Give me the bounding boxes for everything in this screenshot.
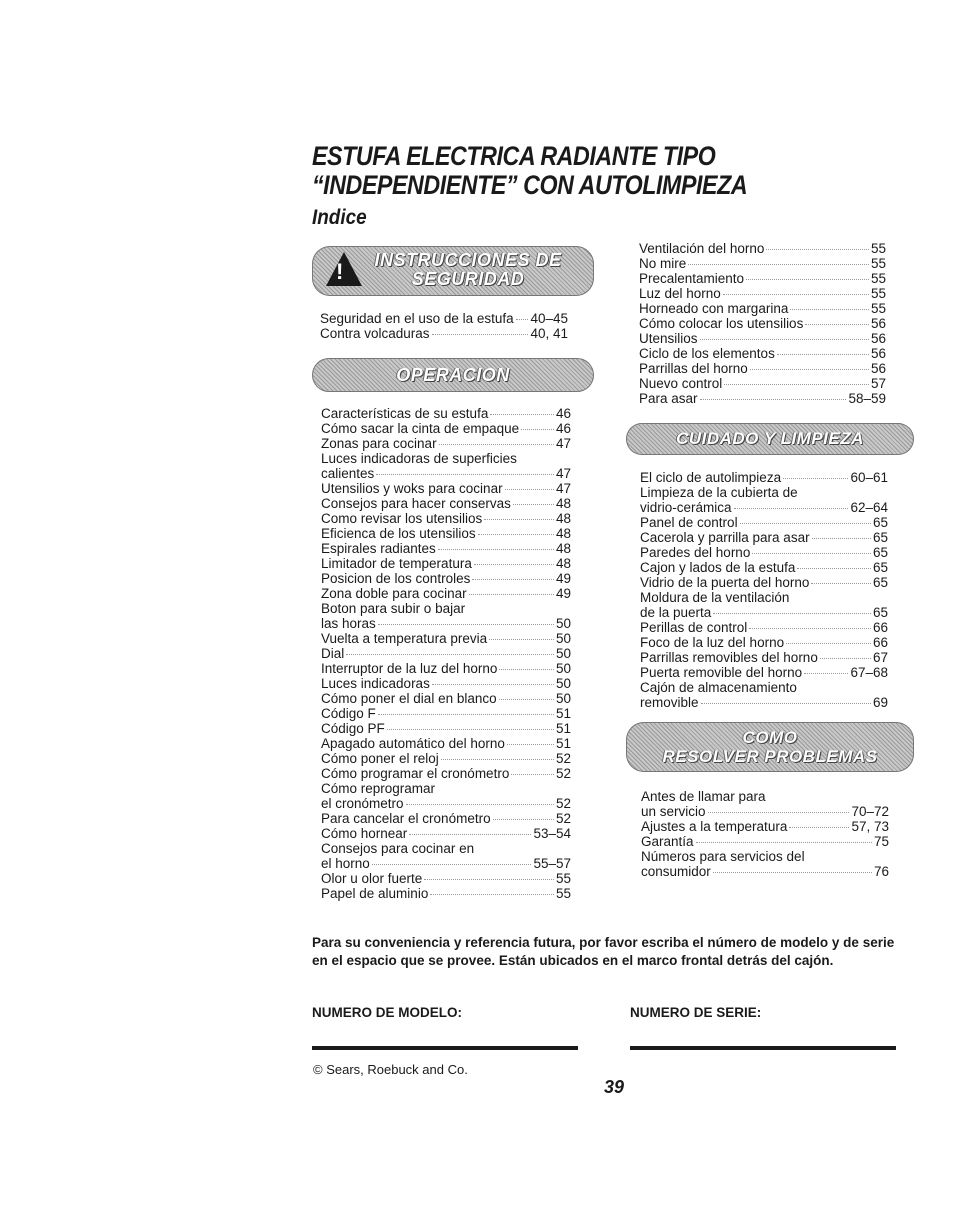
banner-operacion-label: OPERACION: [396, 365, 510, 385]
toc-entry-label: Espirales radiantes: [321, 541, 436, 556]
toc-entry: [321, 556, 571, 571]
toc-entry: [640, 620, 888, 635]
toc-entry-label: No mire: [639, 256, 687, 271]
toc-leader-dots: [441, 759, 554, 760]
list-problemas: [641, 789, 889, 879]
toc-entry-label: Papel de aluminio: [321, 886, 429, 901]
toc-entry-page: 52: [555, 796, 571, 811]
toc-entry-label: Utensilios: [639, 331, 698, 346]
toc-leader-dots: [511, 774, 554, 775]
info-note: Para su conveniencia y referencia futura, por favor escriba el número de modelo y de serie en el espacio que se provee. Están ubicados en el marco frontal detrás del cajón.: [312, 935, 895, 968]
toc-entry-page: 52: [555, 751, 571, 766]
toc-entry-label: Luces indicadoras: [321, 676, 430, 691]
toc-entry: [639, 376, 886, 391]
toc-leader-dots: [378, 624, 554, 625]
toc-entry-page: 69: [872, 695, 888, 710]
toc-entry-label: Cómo poner el dial en blanco: [321, 691, 497, 706]
toc-entry: [321, 676, 571, 691]
toc-entry-label: Limpieza de la cubierta de: [640, 485, 798, 500]
toc-entry-label: Zonas para cocinar: [321, 436, 437, 451]
banner-seguridad: [312, 246, 594, 296]
toc-leader-dots: [688, 264, 869, 265]
toc-entry: [641, 864, 889, 879]
toc-entry: [321, 766, 571, 781]
toc-entry-label: Seguridad en el uso de la estufa: [320, 311, 514, 326]
toc-leader-dots: [406, 804, 554, 805]
toc-entry-label: Nuevo control: [639, 376, 723, 391]
toc-entry-label: Olor u olor fuerte: [321, 871, 423, 886]
toc-entry-label: Panel de control: [640, 515, 738, 530]
toc-entry-page: 65: [872, 560, 888, 575]
toc-entry-page: 48: [555, 526, 571, 541]
toc-entry-label: Contra volcaduras: [320, 326, 430, 341]
toc-entry-label: Luces indicadoras de superficies: [321, 451, 517, 466]
toc-leader-dots: [499, 699, 554, 700]
toc-leader-dots: [493, 819, 554, 820]
toc-entry-page: 60–61: [850, 470, 888, 485]
toc-leader-dots: [469, 594, 554, 595]
toc-entry: [639, 346, 886, 361]
toc-entry-label: Cajón de almacenamiento: [640, 680, 797, 695]
toc-entry-page: 55: [870, 271, 886, 286]
toc-leader-dots: [734, 508, 849, 509]
toc-entry: [640, 605, 888, 620]
toc-entry: [639, 271, 886, 286]
toc-entry-page: 50: [555, 616, 571, 631]
toc-entry-label: Cajon y lados de la estufa: [640, 560, 796, 575]
toc-entry: [640, 590, 888, 605]
toc-leader-dots: [490, 414, 554, 415]
toc-entry-label: Ciclo de los elementos: [639, 346, 775, 361]
toc-entry-label: Cómo hornear: [321, 826, 408, 841]
toc-entry: [320, 326, 568, 341]
toc-entry-page: 52: [555, 811, 571, 826]
toc-entry-label: de la puerta: [640, 605, 712, 620]
toc-leader-dots: [507, 744, 554, 745]
toc-entry: [640, 530, 888, 545]
banner-cuidado: [626, 423, 914, 455]
toc-entry-page: 65: [872, 515, 888, 530]
toc-leader-dots: [713, 872, 872, 873]
toc-leader-dots: [430, 894, 554, 895]
toc-leader-dots: [783, 478, 848, 479]
toc-leader-dots: [724, 384, 869, 385]
toc-leader-dots: [746, 279, 869, 280]
toc-entry-page: 55: [870, 286, 886, 301]
toc-entry-page: 62–64: [850, 500, 888, 515]
toc-entry-page: 51: [555, 736, 571, 751]
list-seguridad: [320, 311, 568, 341]
toc-entry-label: Garantía: [641, 834, 694, 849]
toc-leader-dots: [811, 583, 871, 584]
toc-leader-dots: [789, 827, 849, 828]
toc-entry: [641, 819, 889, 834]
toc-leader-dots: [432, 684, 554, 685]
toc-entry: [640, 470, 888, 485]
warning-icon: [326, 252, 362, 286]
toc-leader-dots: [740, 523, 871, 524]
toc-entry-page: 66: [872, 620, 888, 635]
banner-cuidado-label: CUIDADO Y LIMPIEZA: [676, 429, 864, 448]
toc-entry-label: Para cancelar el cronómetro: [321, 811, 491, 826]
toc-entry-page: 65: [872, 575, 888, 590]
toc-entry-page: 48: [555, 496, 571, 511]
toc-entry-label: Código PF: [321, 721, 385, 736]
toc-entry-label: el horno: [321, 856, 370, 871]
toc-entry-label: Código F: [321, 706, 376, 721]
toc-leader-dots: [766, 249, 869, 250]
toc-entry-label: Foco de la luz del horno: [640, 635, 785, 650]
toc-entry: [640, 515, 888, 530]
toc-entry: [639, 241, 886, 256]
toc-entry-label: Cacerola y parrilla para asar: [640, 530, 810, 545]
toc-leader-dots: [700, 399, 847, 400]
list-cuidado: [640, 470, 888, 710]
model-number-line: [312, 1046, 578, 1050]
toc-entry: [321, 871, 571, 886]
toc-entry-page: 66: [872, 635, 888, 650]
toc-entry-page: 50: [555, 646, 571, 661]
toc-entry-page: 46: [555, 406, 571, 421]
toc-leader-dots: [805, 324, 869, 325]
toc-entry-page: 55: [870, 301, 886, 316]
toc-entry: [321, 571, 571, 586]
toc-entry-page: 47: [555, 436, 571, 451]
toc-leader-dots: [372, 864, 532, 865]
toc-entry-label: Vidrio de la puerta del horno: [640, 575, 810, 590]
toc-entry-page: 51: [555, 721, 571, 736]
toc-leader-dots: [700, 339, 869, 340]
toc-leader-dots: [797, 568, 871, 569]
toc-entry: [321, 661, 571, 676]
toc-entry-page: 47: [555, 481, 571, 496]
toc-entry: [321, 436, 571, 451]
toc-entry-page: 51: [555, 706, 571, 721]
toc-entry-page: 49: [555, 571, 571, 586]
toc-leader-dots: [346, 654, 554, 655]
toc-entry: [321, 826, 571, 841]
toc-entry: [321, 631, 571, 646]
toc-entry: [640, 650, 888, 665]
toc-entry-page: 40–45: [530, 311, 568, 326]
toc-entry: [640, 485, 888, 500]
toc-entry: [321, 721, 571, 736]
toc-entry-label: las horas: [321, 616, 376, 631]
toc-leader-dots: [752, 553, 871, 554]
toc-entry-page: 50: [555, 631, 571, 646]
toc-leader-dots: [777, 354, 869, 355]
title-line-2: “INDEPENDIENTE” CON AUTOLIMPIEZA: [312, 170, 748, 200]
toc-entry-label: Ventilación del horno: [639, 241, 765, 256]
warning-exclamation: !: [336, 259, 344, 284]
toc-entry: [321, 541, 571, 556]
toc-entry: [321, 421, 571, 436]
toc-entry: [641, 789, 889, 804]
toc-leader-dots: [723, 294, 869, 295]
toc-entry-label: consumidor: [641, 864, 711, 879]
toc-entry-label: Parrillas del horno: [639, 361, 748, 376]
toc-entry: [321, 841, 571, 856]
toc-entry: [640, 665, 888, 680]
toc-entry: [639, 391, 886, 406]
toc-entry-page: 50: [555, 691, 571, 706]
toc-entry: [641, 834, 889, 849]
toc-entry: [321, 406, 571, 421]
toc-entry-label: Utensilios y woks para cocinar: [321, 481, 503, 496]
toc-entry-label: Parrillas removibles del horno: [640, 650, 818, 665]
toc-entry-label: Cómo reprogramar: [321, 781, 436, 796]
toc-entry-page: 67: [872, 650, 888, 665]
banner-problemas-line2: RESOLVER PROBLEMAS: [662, 747, 878, 766]
toc-leader-dots: [474, 564, 554, 565]
toc-entry-label: Cómo sacar la cinta de empaque: [321, 421, 520, 436]
toc-entry-label: Precalentamiento: [639, 271, 745, 286]
toc-entry: [321, 706, 571, 721]
toc-entry: [321, 751, 571, 766]
toc-entry-label: Boton para subir o bajar: [321, 601, 466, 616]
toc-entry-page: 65: [872, 605, 888, 620]
toc-leader-dots: [713, 613, 871, 614]
toc-entry: [321, 736, 571, 751]
toc-entry-label: Interruptor de la luz del horno: [321, 661, 498, 676]
toc-entry-page: 55: [870, 256, 886, 271]
document-title: [312, 142, 747, 200]
toc-entry-label: Paredes del horno: [640, 545, 751, 560]
toc-entry: [321, 601, 571, 616]
toc-entry: [641, 804, 889, 819]
toc-entry: [321, 781, 571, 796]
toc-entry: [321, 691, 571, 706]
toc-leader-dots: [387, 729, 554, 730]
serial-number-label: NUMERO DE SERIE:: [630, 1005, 762, 1020]
toc-entry-label: Números para servicios del: [641, 849, 805, 864]
toc-entry-label: Perillas de control: [640, 620, 748, 635]
toc-entry-page: 57, 73: [851, 819, 889, 834]
toc-entry: [321, 466, 571, 481]
index-heading: Indice: [312, 206, 367, 229]
toc-entry-page: 75: [873, 834, 889, 849]
banner-seguridad-line2: SEGURIDAD: [411, 269, 525, 289]
toc-entry-page: 65: [872, 545, 888, 560]
toc-entry-page: 48: [555, 541, 571, 556]
toc-entry-label: Cómo programar el cronómetro: [321, 766, 510, 781]
toc-entry-label: Ajustes a la temperatura: [641, 819, 788, 834]
toc-entry: [321, 811, 571, 826]
toc-leader-dots: [749, 628, 871, 629]
toc-entry-label: Dial: [321, 646, 345, 661]
toc-entry-label: Para asar: [639, 391, 698, 406]
toc-leader-dots: [786, 643, 871, 644]
toc-entry-page: 55: [555, 871, 571, 886]
banner-seguridad-line1: INSTRUCCIONES DE: [374, 250, 562, 270]
toc-entry-label: Cómo colocar los utensilios: [639, 316, 804, 331]
toc-entry: [321, 616, 571, 631]
toc-leader-dots: [708, 812, 850, 813]
toc-entry-label: Antes de llamar para: [641, 789, 766, 804]
toc-entry-label: Consejos para hacer conservas: [321, 496, 511, 511]
toc-leader-dots: [820, 658, 871, 659]
serial-number-line: [630, 1046, 896, 1050]
toc-entry-label: Horneado con margarina: [639, 301, 789, 316]
list-operacion: [321, 406, 571, 901]
toc-leader-dots: [521, 429, 554, 430]
toc-entry-page: 57: [870, 376, 886, 391]
toc-leader-dots: [505, 489, 554, 490]
toc-leader-dots: [472, 579, 554, 580]
toc-entry: [640, 680, 888, 695]
model-number-label: NUMERO DE MODELO:: [312, 1005, 462, 1020]
toc-leader-dots: [812, 538, 871, 539]
toc-leader-dots: [516, 319, 529, 320]
toc-entry: [640, 560, 888, 575]
toc-entry-page: 48: [555, 511, 571, 526]
toc-entry: [639, 361, 886, 376]
copyright: © Sears, Roebuck and Co.: [313, 1062, 468, 1077]
toc-leader-dots: [804, 673, 848, 674]
toc-entry-page: 70–72: [851, 804, 889, 819]
toc-entry-label: Posicion de los controles: [321, 571, 471, 586]
toc-entry-page: 56: [870, 346, 886, 361]
toc-entry-label: el cronómetro: [321, 796, 404, 811]
toc-leader-dots: [499, 669, 554, 670]
toc-entry-label: Características de su estufa: [321, 406, 489, 421]
toc-entry-page: 50: [555, 661, 571, 676]
toc-leader-dots: [484, 519, 554, 520]
toc-entry-page: 58–59: [848, 391, 886, 406]
title-line-1: ESTUFA ELECTRICA RADIANTE TIPO: [312, 141, 716, 171]
toc-leader-dots: [424, 879, 554, 880]
toc-entry-page: 76: [873, 864, 889, 879]
toc-entry: [639, 256, 886, 271]
toc-entry: [639, 331, 886, 346]
toc-leader-dots: [439, 444, 554, 445]
banner-operacion: [312, 358, 594, 392]
toc-leader-dots: [478, 534, 554, 535]
toc-entry-label: Luz del horno: [639, 286, 721, 301]
toc-entry-label: El ciclo de autolimpieza: [640, 470, 782, 485]
toc-entry-page: 40, 41: [530, 326, 568, 341]
page-number: 39: [604, 1077, 625, 1097]
toc-entry: [640, 695, 888, 710]
toc-entry-label: Zona doble para cocinar: [321, 586, 467, 601]
toc-entry: [640, 500, 888, 515]
list-operacion-cont: [639, 241, 886, 406]
toc-entry-label: Apagado automático del horno: [321, 736, 505, 751]
toc-leader-dots: [432, 334, 529, 335]
toc-entry-page: 56: [870, 361, 886, 376]
toc-entry: [639, 316, 886, 331]
toc-entry-label: Vuelta a temperatura previa: [321, 631, 488, 646]
toc-leader-dots: [378, 714, 554, 715]
toc-entry-page: 55–57: [533, 856, 571, 871]
toc-entry: [639, 301, 886, 316]
toc-entry-page: 53–54: [533, 826, 571, 841]
toc-leader-dots: [376, 474, 554, 475]
toc-entry-label: calientes: [321, 466, 375, 481]
toc-entry-label: removible: [640, 695, 699, 710]
banner-problemas: [626, 722, 914, 772]
toc-entry-label: Cómo poner el reloj: [321, 751, 439, 766]
toc-entry: [641, 849, 889, 864]
toc-leader-dots: [701, 703, 871, 704]
toc-entry-label: Como revisar los utensilios: [321, 511, 483, 526]
toc-entry: [321, 496, 571, 511]
toc-entry-page: 56: [870, 331, 886, 346]
toc-entry-label: un servicio: [641, 804, 706, 819]
toc-entry-page: 49: [555, 586, 571, 601]
toc-entry: [321, 856, 571, 871]
toc-entry-page: 50: [555, 676, 571, 691]
toc-entry: [321, 526, 571, 541]
toc-entry-label: Limitador de temperatura: [321, 556, 472, 571]
toc-entry: [640, 545, 888, 560]
toc-entry-page: 52: [555, 766, 571, 781]
toc-entry-page: 56: [870, 316, 886, 331]
toc-leader-dots: [409, 834, 531, 835]
toc-entry-page: 48: [555, 556, 571, 571]
toc-entry-page: 65: [872, 530, 888, 545]
toc-entry-label: Eficienca de los utensilios: [321, 526, 476, 541]
toc-leader-dots: [750, 369, 869, 370]
toc-entry-page: 47: [555, 466, 571, 481]
toc-entry: [321, 511, 571, 526]
toc-leader-dots: [438, 549, 554, 550]
toc-entry: [640, 575, 888, 590]
toc-entry-page: 55: [870, 241, 886, 256]
banner-problemas-line1: COMO: [742, 728, 798, 747]
toc-entry: [321, 481, 571, 496]
toc-entry: [321, 796, 571, 811]
toc-entry-label: Moldura de la ventilación: [640, 590, 790, 605]
toc-entry-page: 55: [555, 886, 571, 901]
toc-entry: [321, 646, 571, 661]
toc-leader-dots: [696, 842, 872, 843]
toc-entry: [321, 586, 571, 601]
toc-entry-label: Puerta removible del horno: [640, 665, 803, 680]
toc-leader-dots: [489, 639, 554, 640]
toc-leader-dots: [513, 504, 554, 505]
toc-entry: [321, 886, 571, 901]
toc-leader-dots: [790, 309, 869, 310]
toc-entry-label: Consejos para cocinar en: [321, 841, 475, 856]
toc-entry: [640, 635, 888, 650]
toc-entry: [320, 311, 568, 326]
toc-entry-label: vidrio-cerámica: [640, 500, 732, 515]
toc-entry-page: 46: [555, 421, 571, 436]
toc-entry-page: 67–68: [850, 665, 888, 680]
toc-entry: [639, 286, 886, 301]
toc-entry: [321, 451, 571, 466]
